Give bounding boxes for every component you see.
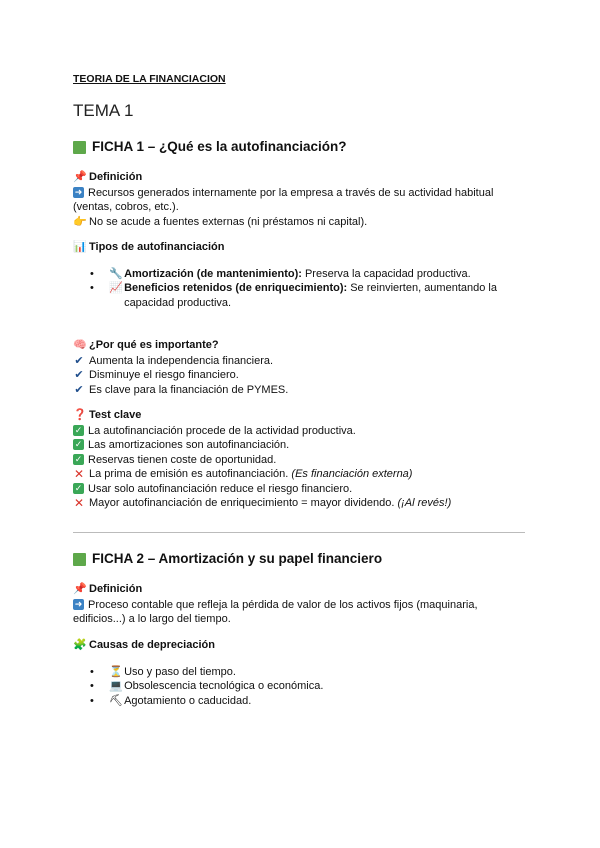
hourglass-icon: • ⏳ [109, 665, 123, 678]
ficha1-title-row [73, 140, 525, 155]
check-box-icon: ✓ [74, 424, 83, 435]
list-item: • 🔧 Amortización (de mantenimiento): Preserva la capacidad productiva. [73, 267, 525, 282]
cross-mark-icon: ✕ [73, 467, 85, 481]
brain-icon: 🧠 [73, 339, 87, 351]
right-arrow-icon: ➜ [74, 186, 83, 197]
question-mark-icon: ❓ [73, 409, 87, 421]
ficha1-definicion [73, 170, 525, 229]
divider [73, 532, 525, 533]
pushpin-icon: 📌 [73, 583, 87, 595]
list-item: Las amortizaciones son autofinanciación. [88, 439, 290, 451]
green-square-icon [73, 553, 86, 566]
test-heading: Test clave [89, 409, 142, 421]
green-square-icon [73, 141, 86, 154]
check-box-icon: ✓ [74, 482, 83, 493]
laptop-icon: • 💻 [109, 680, 123, 692]
document-title: TEORIA DE LA FINANCIACION [73, 73, 226, 85]
check-box-icon: ✓ [74, 453, 83, 464]
bar-chart-icon: 📊 [73, 241, 87, 253]
list-item: Reservas tienen coste de oportunidad. [88, 453, 277, 466]
pointing-hand-icon: 👉 [73, 215, 87, 228]
definicion-line-cont: edificios...) a lo largo del tiempo. [73, 613, 231, 625]
ficha1-importante [73, 338, 525, 397]
definicion-heading: Definición [89, 171, 143, 183]
check-box-icon: ✓ [74, 439, 83, 449]
wrench-icon: • 🔧 [109, 267, 123, 280]
list-item: Disminuye el riesgo financiero. [89, 369, 239, 381]
definicion-line: Proceso contable que refleja la pérdida de valor de los activos fijos (maquinaria, [88, 598, 478, 611]
ficha2-title-row [73, 552, 525, 567]
list-item: Es clave para la financiación de PYMES. [89, 383, 289, 396]
list-item: Aumenta la independencia financiera. [89, 354, 274, 367]
pick-icon: • ⛏ [109, 694, 123, 707]
definicion-line-cont: (ventas, cobros, etc.). [73, 201, 179, 213]
importante-heading: ¿Por qué es importante? [89, 339, 219, 351]
list-item: La prima de emisión es autofinanciación. (Es financiación externa) [89, 468, 413, 480]
list-item: La autofinanciación procede de la actividad productiva. [88, 424, 356, 437]
list-item: • 📈 Beneficios retenidos (de enriquecimiento): Se reinvierten, aumentando la capacidad productiva. [73, 281, 525, 310]
tipos-heading: Tipos de autofinanciación [89, 241, 225, 253]
chart-increasing-icon: • 📈 [109, 282, 123, 294]
ficha2-causas [73, 638, 525, 708]
list-item: • 💻 Obsolescencia tecnológica o económica. [73, 679, 525, 694]
ficha1-tipos [73, 240, 525, 310]
ficha2-definicion [73, 582, 525, 627]
list-item: Mayor autofinanciación de enriquecimiento = mayor dividendo. (¡Al revés!) [89, 497, 452, 509]
ficha1-test [73, 408, 525, 511]
list-item: • ⛏ Agotamiento o caducidad. [73, 694, 525, 709]
right-arrow-icon: ➜ [74, 598, 83, 609]
list-item: Usar solo autofinanciación reduce el riesgo financiero. [88, 482, 353, 495]
check-mark-icon: ✔ [74, 369, 84, 381]
ficha1-title: FICHA 1 – ¿Qué es la autofinanciación? [92, 139, 347, 154]
check-mark-icon: ✔ [74, 383, 84, 396]
pushpin-icon: 📌 [73, 171, 87, 183]
definicion-line: Recursos generados internamente por la empresa a través de su actividad habitual [88, 186, 494, 199]
definicion-heading: Definición [89, 583, 143, 595]
ficha2-title: FICHA 2 – Amortización y su papel financiero [92, 551, 383, 566]
cross-mark-icon: ✕ [73, 496, 85, 510]
causas-heading: Causas de depreciación [89, 639, 215, 651]
list-item: • ⏳ Uso y paso del tiempo. [73, 665, 525, 680]
definicion-line: No se acude a fuentes externas (ni préstamos ni capital). [89, 215, 368, 228]
tema-heading: TEMA 1 [73, 101, 134, 120]
check-mark-icon: ✔ [74, 354, 84, 367]
puzzle-icon: 🧩 [73, 639, 87, 651]
